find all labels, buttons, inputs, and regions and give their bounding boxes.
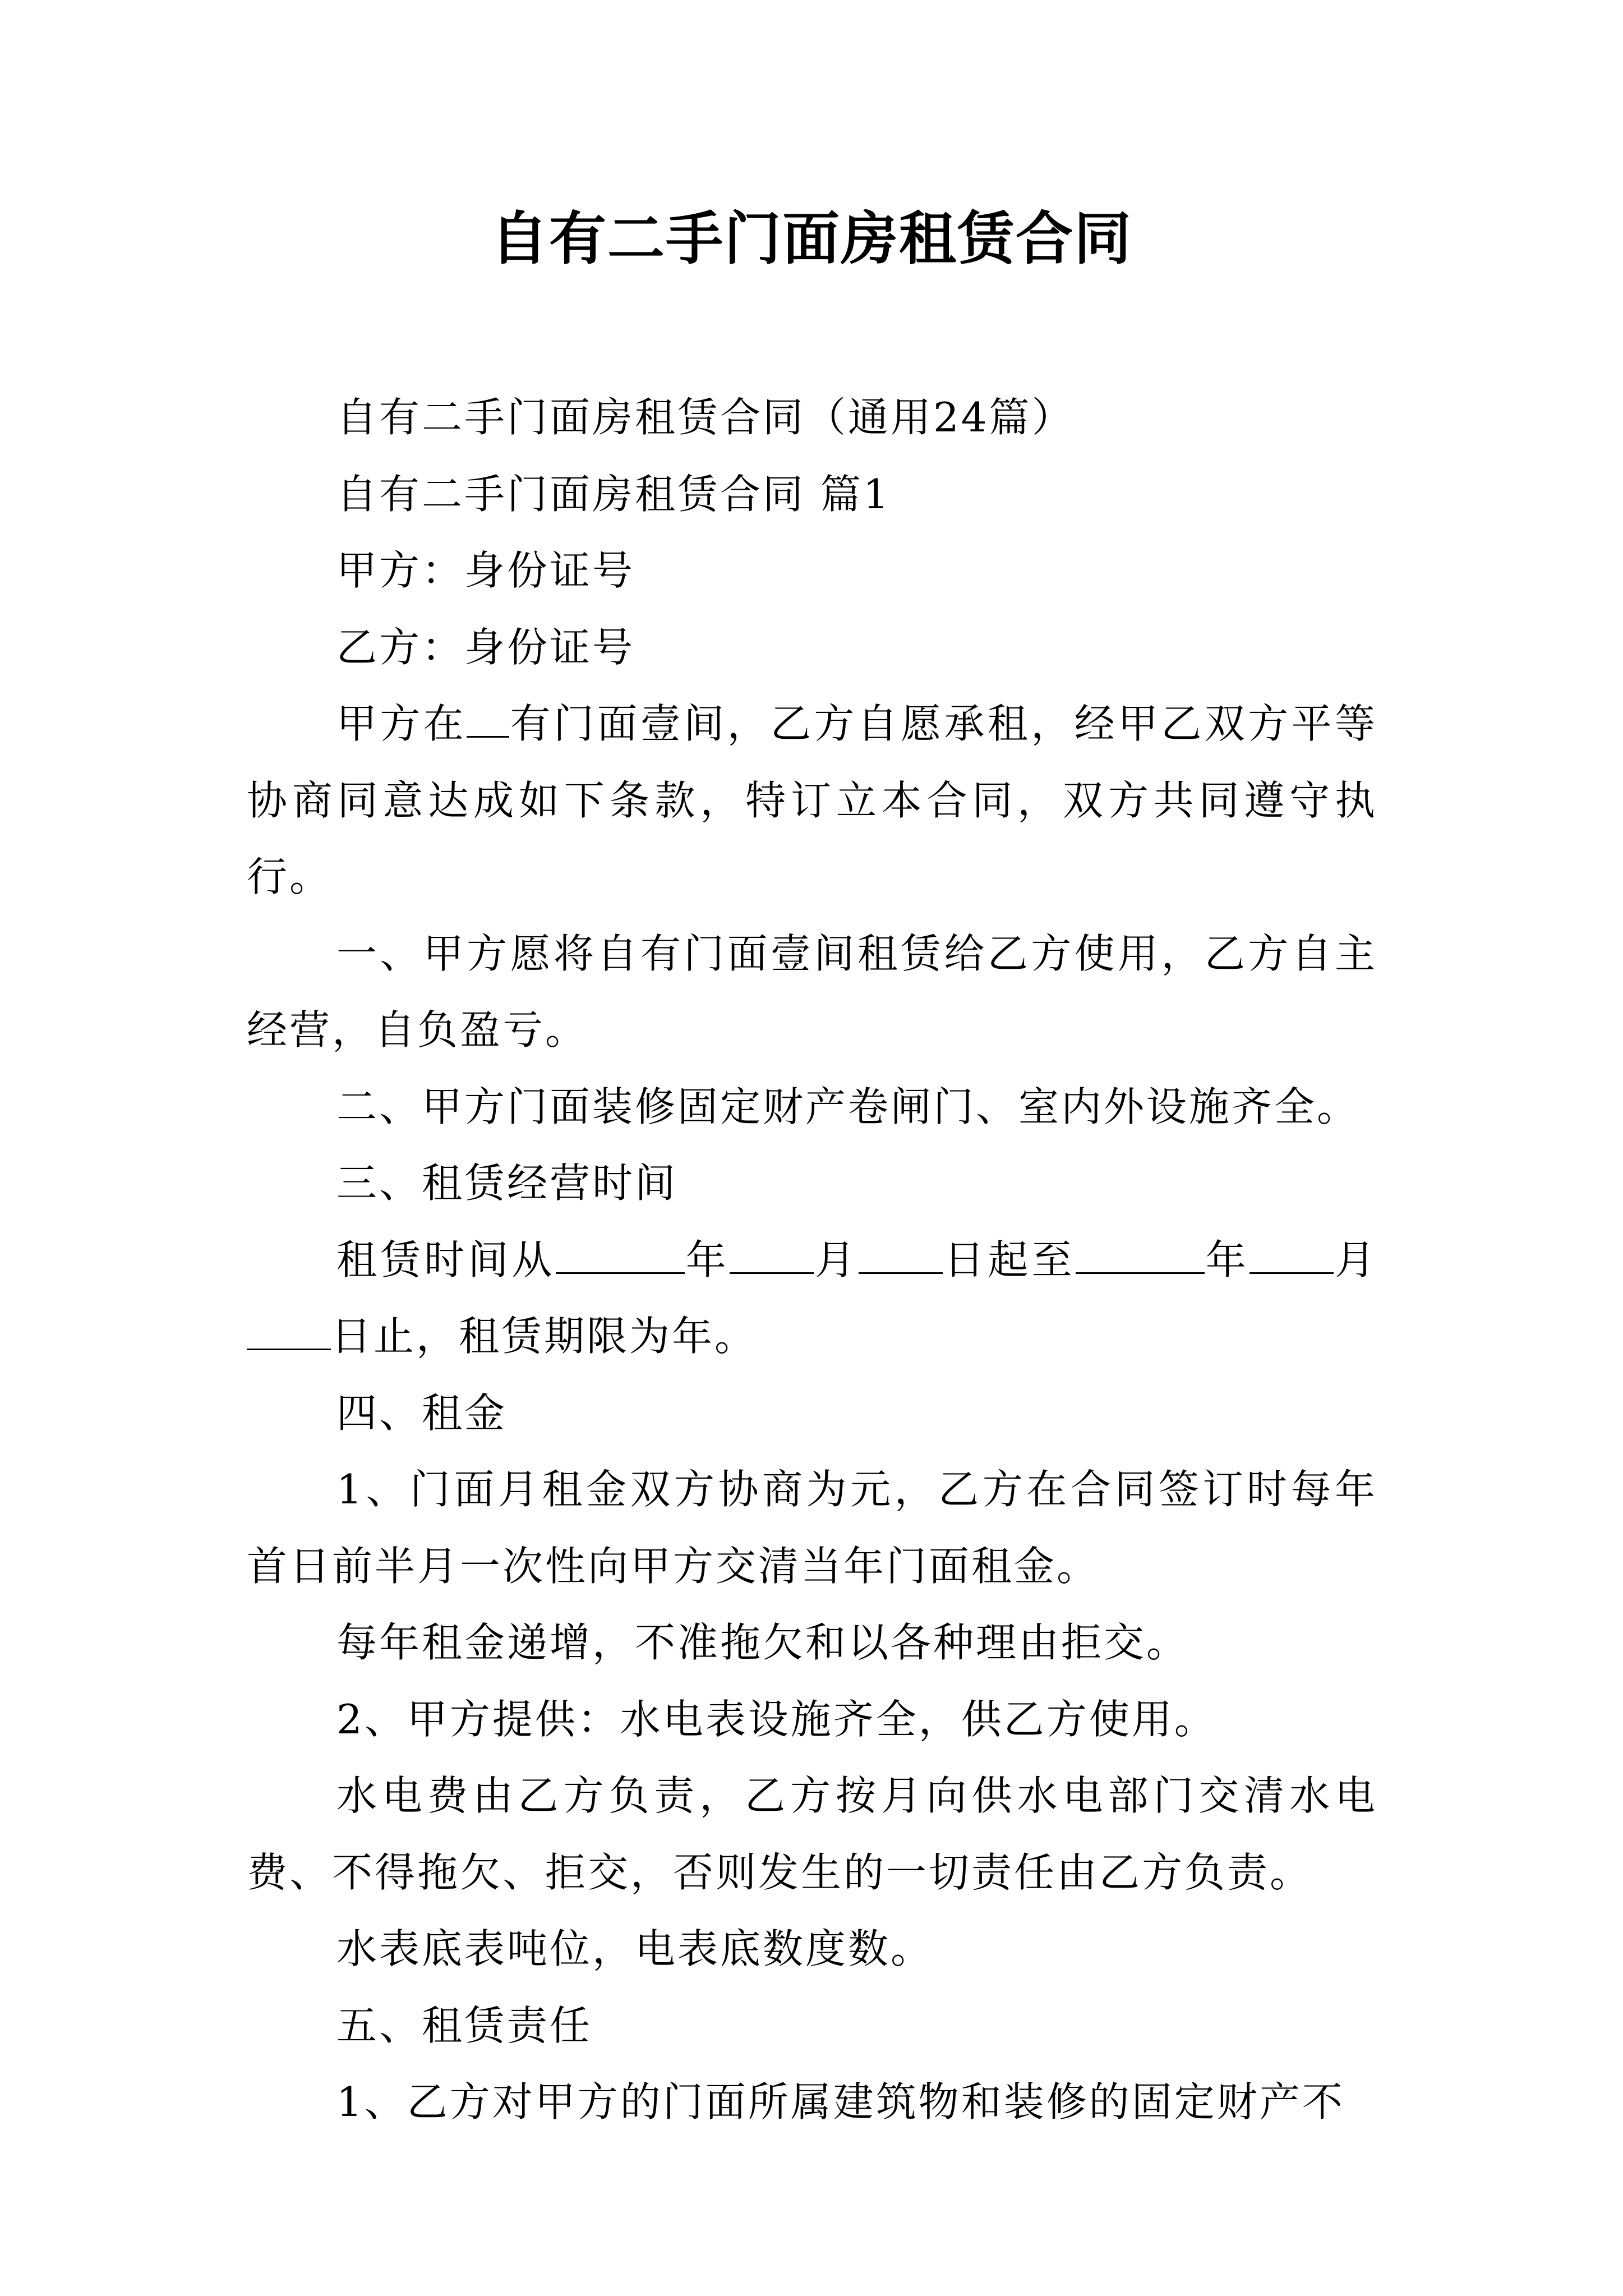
paragraph-utilities: 水电费由乙方负责，乙方按月向供水电部门交清水电费、不得拖欠、拒交，否则发生的一切责任由乙方负责。 xyxy=(247,1772,1377,1896)
document-body xyxy=(247,379,1377,2141)
paragraph-meter-readings: 水表底表吨位，电表底数度数。 xyxy=(336,1925,934,1972)
text-segment: 日起至 xyxy=(943,1236,1076,1283)
blank-end-day xyxy=(247,1309,331,1350)
paragraph-party-a: 甲方：身份证号 xyxy=(336,547,635,594)
text-segment: 年 xyxy=(684,1236,730,1283)
blank-location xyxy=(467,697,509,738)
paragraph-preamble xyxy=(247,685,1377,915)
blank-end-year xyxy=(1076,1233,1205,1274)
paragraph-liability-1: 1、乙方对甲方的门面所属建筑物和装修的固定财产不 xyxy=(336,2078,1345,2125)
document-title: 自有二手门面房租赁合同 xyxy=(491,206,1132,273)
paragraph-clause-1: 一、甲方愿将自有门面壹间租赁给乙方使用，乙方自主经营，自负盈亏。 xyxy=(247,930,1377,1053)
paragraph-lease-period xyxy=(247,1222,1377,1375)
text-segment: 日止，租赁期限为年。 xyxy=(331,1313,758,1360)
paragraph-clause-3-heading: 三、租赁经营时间 xyxy=(336,1159,678,1207)
text-segment: 有门面壹间，乙方自愿承租，经甲乙双方平等协商同意达成如下条款，特订立本合同，双方共同遵守执行。 xyxy=(247,700,1377,900)
blank-start-year xyxy=(556,1233,685,1274)
paragraph-rent-2: 2、甲方提供：水电表设施齐全，供乙方使用。 xyxy=(336,1695,1217,1743)
paragraph-rent-increase: 每年租金递增，不准拖欠和以各种理由拒交。 xyxy=(336,1619,1189,1666)
paragraph-clause-2: 二、甲方门面装修固定财产卷闸门、室内外设施齐全。 xyxy=(336,1083,1360,1130)
text-segment: 租赁时间从 xyxy=(336,1236,556,1283)
paragraph-section-heading: 自有二手门面房租赁合同 篇1 xyxy=(336,470,891,518)
blank-end-month xyxy=(1249,1233,1334,1274)
blank-start-month xyxy=(730,1233,814,1274)
paragraph-party-b: 乙方：身份证号 xyxy=(336,623,635,671)
paragraph-clause-4-heading: 四、租金 xyxy=(336,1389,508,1437)
paragraph-rent-1: 1、门面月租金双方协商为元，乙方在合同签订时每年首日前半月一次性向甲方交清当年门面租金。 xyxy=(247,1466,1377,1590)
blank-start-day xyxy=(859,1233,943,1274)
text-segment: 月 xyxy=(813,1236,859,1283)
paragraph-subtitle: 自有二手门面房租赁合同（通用24篇） xyxy=(336,394,1075,441)
text-segment: 年 xyxy=(1204,1236,1249,1283)
text-segment: 甲方在 xyxy=(336,700,467,747)
paragraph-clause-5-heading: 五、租赁责任 xyxy=(336,2001,593,2049)
text-segment: 月 xyxy=(1333,1236,1377,1283)
